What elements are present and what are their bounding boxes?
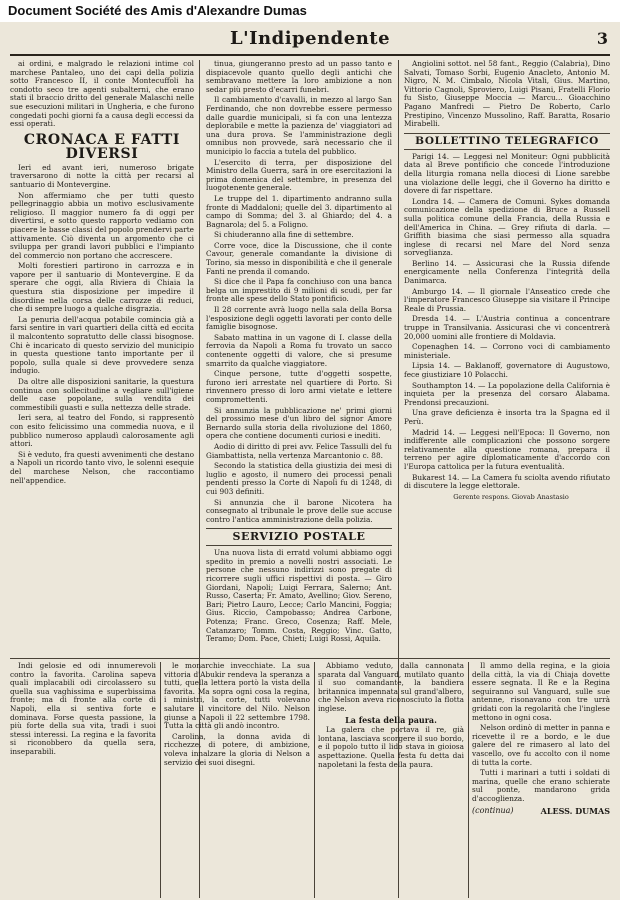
paragraph: Sabato mattina in un vagone di I. classe della ferrovia da Napoli a Roma fu trovato un sacco contenente oggetti di valore, che si presume smarrito da qualche viaggiatore. xyxy=(206,332,392,368)
paragraph: Nelson ordinò di metter in panna e ricevette il re a bordo, e le due galere del re rimasero al lato del vascello, ove fu accolto con il nome di tutta la corte. xyxy=(472,723,610,767)
feuilleton-rule xyxy=(468,662,469,898)
paragraph: ai ordini, e malgrado le relazioni intime col marchese Pantaleo, uno dei capi della polizia sotto Francesco II, il conte Montecuffoli ha condotto seco tre agenti subalterni, che erano stati il braccio dritto del generale Malaschi nelle sue esecuzioni militari in Ungheria, e che furono congedati pochi giorni fa a causa degli eccessi da essi operati. xyxy=(10,60,194,129)
telegram: Una grave deficienza è insorta tra la Spagna ed il Perù. xyxy=(404,408,610,426)
newspaper-title: L'Indipendente xyxy=(229,28,391,49)
feuilleton xyxy=(10,662,610,898)
paragraph: Si annunzia che il barone Nicotera ha consegnato al tribunale le prove delle sue accuse contro l'antica amministrazione della polizia. xyxy=(206,497,392,524)
signature-line xyxy=(472,807,610,816)
telegram: Parigi 14. — Leggesi nel Moniteur: Ogni pubblicità data al Breve pontificio che concede l'introduzione della liturgia romana nella diocesi di Lione sarebbe una violazione delle leggi, che il Governo ha diritto e dovere di far rispettare. xyxy=(404,151,610,196)
feuilleton-column xyxy=(10,662,156,898)
author-signature: ALESS. DUMAS xyxy=(540,805,610,816)
feuilleton-column xyxy=(164,662,310,898)
paragraph: Abbiamo veduto, dalla cannonata sparata dal Vanguard, mutilato quanto il suo comandante, la bandiera britannica impennata sul grand'albero, che Nelson aveva riconosciuto la flotta inglese. xyxy=(318,662,464,713)
paragraph: Non affermiamo che per tutti questo pellegrinaggio abbia un motivo esclusivamente religioso. Il maggior numero fa di oggi per divertirsi, e sotto questo rapporto vediamo con piacere le basse classi del popolo prendervi parte attivamente. Ciò diventa un argomento che ci sviluppa per grandi lavori pubblici e l'impianto del commercio non portano che accrescere. xyxy=(10,190,194,260)
paragraph: Carolina, la donna avida di ricchezze, di potere, di ambizione, voleva innalzare la gloria di Nelson a servizio dei suoi disegni. xyxy=(164,731,310,767)
continua-label: (continua) xyxy=(472,805,514,815)
masthead xyxy=(10,28,610,56)
telegram: Southampton 14. — La popolazione della California è inquieta per la presenza del corsaro Alabama. Prendonsi precauzioni. xyxy=(404,380,610,407)
feuilleton-rule xyxy=(314,662,315,898)
paragraph: Si è veduto, fra questi avvenimenti che destano a Napoli un ricordo tanto vivo, le solenni esequie del marchese Nelson, che raccontiamo nell'appendice. xyxy=(10,449,194,485)
paragraph: Corre voce, dice la Discussione, che il conte Cavour, generale comandante la divisione di Torino, sia messo in disponibilità e che il generale Fanti ne prenda il comando. xyxy=(206,240,392,276)
section-heading-cronaca: CRONACA E FATTI DIVERSI xyxy=(23,131,181,162)
paragraph: Da oltre alle disposizioni sanitarie, la questura continua con sollecitudine a vegliare sull'igiene delle case popolane, sulla vendita dei commestibili guasti e sulla nettezza delle strade. xyxy=(10,377,194,412)
paragraph: Ieri sera, al teatro del Fondo, si rappresentò con esito felicissimo una commedia nuova, e il pubblico numeroso applaudì calorosamente agli attori. xyxy=(10,413,194,449)
paragraph: Molti forestieri partirono in carrozza e in vapore per il santuario di Montevergine. E da sperare che oggi, alla Riviera di Chiaia la questura stia disposizione per impedire il disordine nella corsa delle carrozze di reduci, che di sempre luogo a qualche disgrazia. xyxy=(10,261,194,314)
telegram: Berlino 14. — Assicurasi che la Russia difende energicamente nella Conferenza l'integrità della Danimarca. xyxy=(404,258,610,286)
feuilleton-rule xyxy=(160,662,161,898)
paragraph: Ieri ed avant ieri, numeroso brigate traversarono di notte la città per recarsi al santuario di Montevergine. xyxy=(10,162,194,189)
telegram: Lipsia 14. — Baklanoff, governatore di Augustowo, fece giustiziare 10 Polacchi. xyxy=(404,361,610,379)
paragraph: le monarchie invecchiate. La sua vittoria d'Abukir rendeva la speranza a tutti, quella lettera portò la vista della favorita. Ma sopra ogni cosa la regina, i ministri, la corte, tutti volevano salutare il vincitore del Nilo. Nelson giunse a Napoli il 22 settembre 1798. Tutta la città gli andò incontro. xyxy=(164,662,310,731)
paragraph: Cinque persone, tutte d'oggetti sospette, furono ieri arrestate nel quartiere di Porto. Si rinvennero presso di loro armi vietate e lettere compromettenti. xyxy=(206,369,392,404)
paragraph: Il ammo della regina, e la gioia della città, la via di Chiaja dovette essere segnata. Il Re e la Regina seguiranno sul Vanguard, sulle sue antenne, risonavano con tre urrà gridati con la regolarità che l'inglese mettono in ogni cosa. xyxy=(472,662,610,722)
section-heading-bollettino: BOLLETTINO TELEGRAFICO xyxy=(404,133,610,150)
paragraph: La penuria dell'acqua potabile comincia già a farsi sentire in vari quartieri della città ed eccita il malcontento sopratutto delle classi bisognose. Chi è incaricato di questo servizio del municipio in questa questione tanto importante per il popolo, sulla quale si deve provvedere senza indugio. xyxy=(10,314,194,376)
newspaper-page xyxy=(0,22,620,900)
paragraph: Si dice che il Papa fa conchiuso con una banca belga un imprestito di 9 milioni di scudi, per far fronte alle spese dello Stato pontificio. xyxy=(206,277,392,304)
telegram: Londra 14. — Camera de Comuni. Sykes domanda comunicazione della spedizione di Bruce a Russell sulla politica comune della Francia, della Russia e dell'America in China. — Grey rifiuta di darla. — Griffith biasima che siasi permesso alla squadra inglese di recarsi nel Mare del Nord senza sorveglianza. xyxy=(404,196,610,258)
paragraph: Tutti i marinari a tutti i soldati di marina, quelle che erano schierate sul ponte, mandarono grida d'accoglienza. xyxy=(472,768,610,803)
feuilleton-column xyxy=(472,662,610,898)
paragraph: L'esercito di terra, per disposizione del Ministro della Guerra, sarà in ore esercitazioni la prima domenica del settembre, in presenza del luogotenente generale. xyxy=(206,157,392,193)
paragraph: Le truppe del 1. dipartimento andranno sulla fronte di Maddaloni; quelle del 3. dipartimento al campo di Somma; del 3. al Ghiardo; del 4. a Bagnarola; del 5. a Foligno. xyxy=(206,193,392,229)
brand-label: Document Société des Amis d'Alexandre Dumas xyxy=(8,3,307,18)
paragraph: Secondo la statistica della giustizia dei mesi di luglio e agosto, il numero dei processi penali pendenti presso la Corte di Napoli fu di 1248, di cui 903 definiti. xyxy=(206,461,392,496)
paragraph: Si annunzia la pubblicazione ne' primi giorni del prossimo mese d'un libro del signor Amore Bernardo sulla storia della rivoluzione del 1860, opera che contiene documenti curiosi e inediti. xyxy=(206,405,392,441)
paragraph: Indi gelosie ed odi innumerevoli contro la favorita. Carolina sapeva quali implacabili odi circolassero su quella sua vaghissima e superbissima fronte; ma di fronte alla corte di Napoli, ella si sentiva forte e dominava. Forse questa passione, la più forte della sua vita, tradì i suoi stessi interessi. La regina e la favorita si riconobbero da quella sera, inseparabili. xyxy=(10,662,156,756)
paragraph: Angiolini sottot. nel 58 fant., Reggio (Calabria), Dino Salvati, Tomaso Sorbi, Eugenio Anacleto, Antonio M. Nigro, N. M. Cimbalo, Nicola Vitali, Gius. Martino, Vittorio Cagnoli, Sproviero, Luigi Pisani, Fratelli Florio fu Sisto, Giuseppe Moccia — Marcu... Gioacchino Pagano Manfredi — Pietro De Roberto, Carlo Prestipino, Vincenzo Mussolino, Raff. Baratta, Rosario Mirabelli. xyxy=(404,60,610,129)
paragraph: tinua, giungeranno presto ad un passo tanto e dispiacevole quanto quello degli antichi che sembravano mettere la loro ambizione a non sedar più presto d'ecarri funebri. xyxy=(206,60,392,94)
gerente-line: Gerente respons. Giovab Anastasio xyxy=(453,492,569,501)
paragraph: Il 28 corrente avrà luogo nella sala della Borsa l'esposizione degli oggetti lavorati per conto delle famiglie bisognose. xyxy=(206,305,392,332)
telegram: Madrid 14. — Leggesi nell'Epoca: Il Governo, non indifferente alle complicazioni che possono sorgere relativamente alla questione romana, prepara il terreno per agire diplomaticamente d'accordo con l'Europa cattolica per la futura eventualità. xyxy=(404,427,610,471)
page-number: 3 xyxy=(596,29,608,48)
paragraph: La galera che portava il re, già lontana, lasciava scorgere il suo bordo, e il popolo tutto il lido stava in gioiosa aspettazione. Quella festa fu detta dai napoletani la festa della paura. xyxy=(318,725,464,769)
telegram: Amburgo 14. — Il giornale l'Anseatico crede che l'imperatore Francesco Giuseppe sia visitare il Principe Reale di Prussia. xyxy=(404,286,610,313)
feuilleton-column xyxy=(318,662,464,898)
feuilleton-rule xyxy=(10,658,610,659)
paragraph: Si chiuderanno alla fine di settembre. xyxy=(214,230,354,240)
telegram: Bukarest 14. — La Camera fu sciolta avendo rifiutato di discutere la legge elettorale. xyxy=(404,472,610,491)
telegram: Dresda 14. — L'Austria continua a concentrare truppe in Transilvania. Assicurasi che vi concentrerà 20,000 uomini alle frontiere di Moldavia. xyxy=(404,314,610,341)
section-heading-servizio: SERVIZIO POSTALE xyxy=(206,528,392,546)
top-bar xyxy=(0,0,620,23)
chapter-title: La festa della paura. xyxy=(345,714,437,725)
paragraph: Il cambiamento d'cavalli, in mezzo al largo San Ferdinando, che non dovrebbe essere permesso dalle guardie municipali, si fa con una lentezza deplorabile e mette la pazienza de' viaggiatori ad una dura prova. Se l'amministrazione degli omnibus non provvede, sarà necessario che il municipio lo faccia a tutela del pubblico. xyxy=(206,95,392,156)
paragraph: Aodio di diritto di prei avv. Felice Tassulli del fu Giambattista, nella vertenza Marcantonio c. 88. xyxy=(206,441,392,460)
paragraph: Una nuova lista di erratd volumi abbiamo oggi spedito in premio a novelli nostri associati. Le persone che nessuno indirizzi sono pregate di ricorrere sugli uffici rispettivi di posta. — Giro Giordani, Napoli; Luigi Ferrara, Salerno; Ant. Russo, Caserta; Fr. Amato, Avellino; Giov. Sereno, Bari; Pietro Lauro, Lecce; Carlo Mancini, Foggia; Gius. Riccio, Campobasso; Andrea Carbone, Potenza; Franc. Greco, Cosenza; Raff. Mele, Catanzaro; Tomm. Costa, Reggio; Vinc. Gatto, Teramo; Dom. Pace, Chieti; Luigi Rossi, Aquila. xyxy=(206,548,392,644)
telegram: Copenaghen 14. — Corrono voci di cambiamento ministeriale. xyxy=(404,342,610,360)
